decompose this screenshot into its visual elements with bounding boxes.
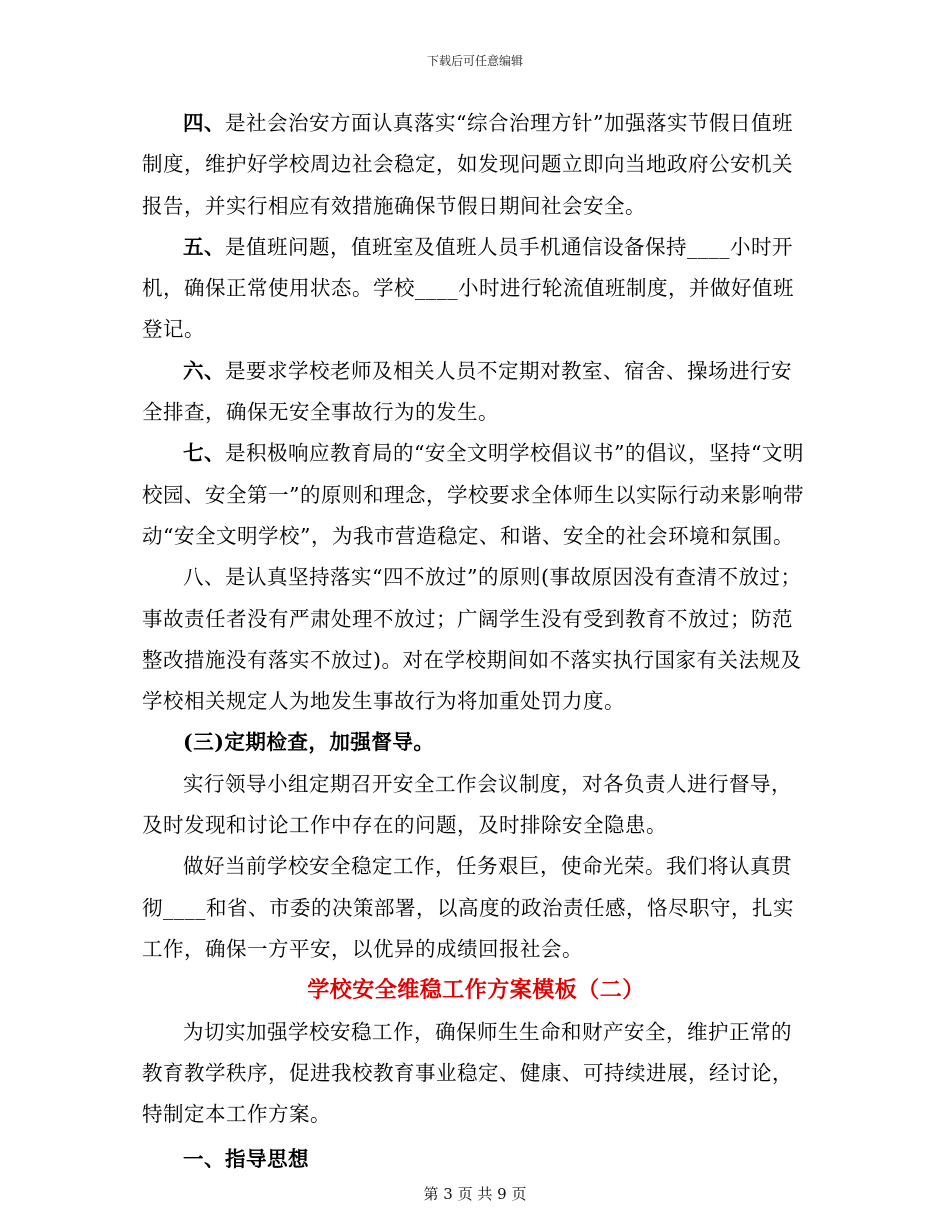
section-three-paragraph-2: 做好当前学校安全稳定工作，任务艰巨，使命光荣。我们将认真贯彻____和省、市委的决策部署，以高度的政治责任感，恪尽职守，扎实工作，确保一方平安，以优异的成绩回报社会。 (142, 854, 794, 961)
paragraph-five (142, 227, 810, 351)
paragraph-lead: 七、 (183, 441, 225, 466)
intro-paragraph: 为切实加强学校安稳工作，确保师生生命和财产安全，维护正常的教育教学秩序，促进我校教育事业稳定、健康、可持续进展，经讨论，特制定本工作方案。 (142, 1019, 793, 1127)
section-three-heading: (三)定期检查，加强督导。 (183, 730, 435, 755)
paragraph-eight (142, 557, 810, 722)
page-footer: 第 3 页 共 9 页 (423, 1185, 527, 1203)
paragraph-six (142, 351, 810, 434)
document-title-two: 学校安全维稳工作方案模板（二） (307, 977, 645, 1004)
paragraph-text: 是要求学校老师及相关人员不定期对教室、宿舍、操场进行安全排查，确保无安全事故行为的发生。 (142, 358, 792, 425)
paragraph-lead: 六、 (183, 358, 225, 383)
paragraph-seven (142, 433, 810, 557)
page-header: 下载后可任意编辑 (426, 54, 523, 68)
paragraph-text: 是值班问题，值班室及值班人员手机通信设备保持____小时开机，确保正常使用状态。学校____小时进行轮流值班制度，并做好值班登记。 (142, 234, 794, 342)
paragraph-lead: 四、 (183, 111, 225, 135)
section-three-paragraph-1: 实行领导小组定期召开安全工作会议制度，对各负责人进行督导，及时发现和讨论工作中存在的问题，及时排除安全隐患。 (142, 771, 792, 838)
paragraph-text: 是积极响应教育局的“安全文明学校倡议书”的倡议，坚持“文明校园、安全第一”的原则和理念，学校要求全体师生以实际行动来影响带动“安全文明学校”，为我市营造稳定、和谐、安全的社会环境和氛围。 (142, 441, 804, 548)
paragraph-lead: 八、 (183, 565, 225, 590)
paragraph-four (142, 103, 810, 227)
paragraph-text: 是认真坚持落实“四不放过”的原则(事故原因没有查清不放过；事故责任者没有严肃处理不放过；广阔学生没有受到教育不放过；防范整改措施没有落实不放过)。对在学校期间如不落实执行国家有关法规及学校相关规定人为地发生事故行为将加重处罚力度。 (142, 565, 802, 714)
paragraph-lead: 五、 (183, 234, 225, 259)
paragraph-text: 是社会治安方面认真落实“综合治理方针”加强落实节假日值班制度，维护好学校周边社会稳定，如发现问题立即向当地政府公安机关报告，并实行相应有效措施确保节假日期间社会安全。 (142, 111, 793, 218)
document-body (142, 103, 810, 1181)
guiding-ideology-heading: 一、指导思想 (183, 1147, 309, 1172)
